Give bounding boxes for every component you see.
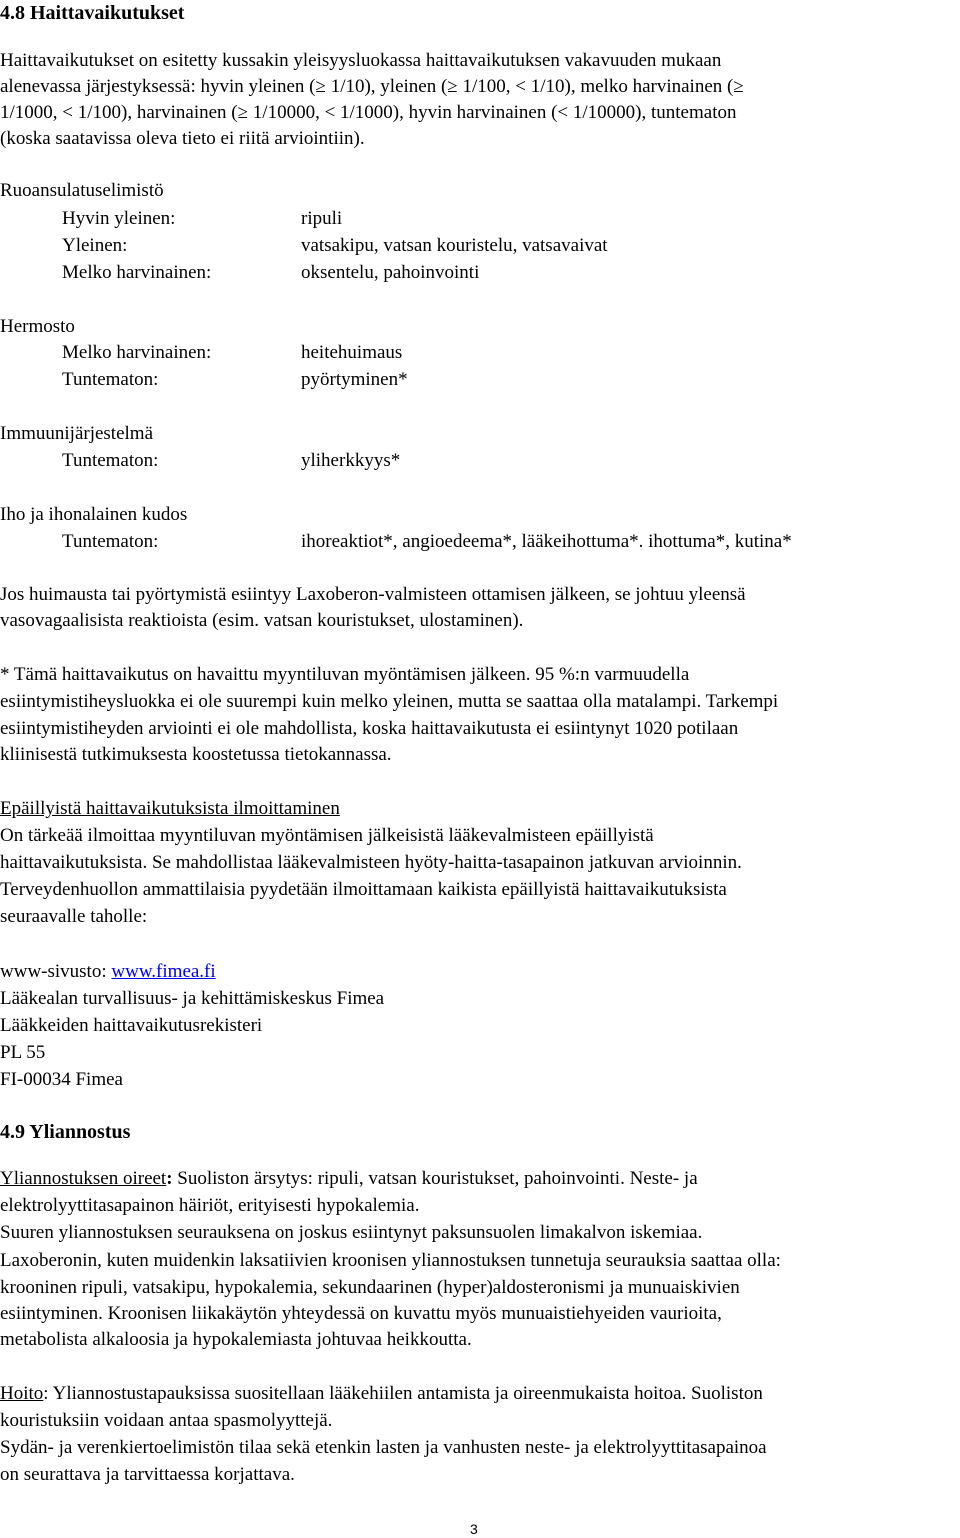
adverse-effect: vatsakipu, vatsan kouristelu, vatsavaivat <box>301 235 608 256</box>
dizziness-line: vasovagaalisista reaktioista (esim. vatsan kouristukset, ulostaminen). <box>0 610 524 631</box>
frequency-label: Melko harvinainen: <box>62 262 212 283</box>
adverse-effect: pyörtyminen* <box>301 369 408 390</box>
symptoms-colon: : <box>166 1168 173 1189</box>
intro-line: (koska saatavissa oleva tieto ei riitä arviointiin). <box>0 128 365 149</box>
note-line: kliinisestä tutkimuksesta koostetussa tietokannassa. <box>0 744 392 765</box>
symptoms-line: esiintyminen. Kroonisen liikakäytön yhteydessä on kuvattu myös munuaistiehyeiden vaurioita, <box>0 1303 722 1324</box>
adverse-effect: ripuli <box>301 208 343 229</box>
intro-line: 1/1000, < 1/100), harvinainen (≥ 1/10000, < 1/1000), hyvin harvinainen (< 1/10000), tuntematon <box>0 102 737 123</box>
note-line: esiintymistiheyden arviointi ei ole mahdollista, koska haittavaikutusta ei esiintynyt 1020 potilaan <box>0 718 739 739</box>
address-line: FI-00034 Fimea <box>0 1069 123 1090</box>
symptoms-text: Suoliston ärsytys: ripuli, vatsan kouristukset, pahoinvointi. Neste- ja <box>172 1168 698 1189</box>
reporting-line: Terveydenhuollon ammattilaisia pyydetään ilmoittamaan kaikista epäillyistä haittavaikutuksista <box>0 879 727 900</box>
reporting-line: On tärkeää ilmoittaa myyntiluvan myöntämisen jälkeisistä lääkevalmisteen epäillyistä <box>0 825 654 846</box>
symptoms-line: Suuren yliannostuksen seurauksena on joskus esiintynyt paksunsuolen limakalvon iskemiaa. <box>0 1222 703 1243</box>
frequency-label: Melko harvinainen: <box>62 342 212 363</box>
adverse-effect: yliherkkyys* <box>301 450 401 471</box>
treatment-text: : Yliannostustapauksissa suositellaan lääkehiilen antamista ja oireenmukaista hoitoa. Suoliston <box>43 1383 763 1404</box>
intro-line: alenevassa järjestyksessä: hyvin yleinen (≥ 1/10), yleinen (≥ 1/100, < 1/10), melko harvinainen (≥ <box>0 76 744 97</box>
address-line: Lääkealan turvallisuus- ja kehittämiskeskus Fimea <box>0 988 385 1009</box>
treatment-label: Hoito <box>0 1383 44 1404</box>
symptoms-label: Yliannostuksen oireet <box>0 1168 167 1189</box>
frequency-label: Tuntematon: <box>62 450 159 471</box>
adverse-effect: oksentelu, pahoinvointi <box>301 262 480 283</box>
section-4-9-heading: 4.9 Yliannostus <box>0 1121 131 1143</box>
reporting-line: seuraavalle taholle: <box>0 906 148 927</box>
treatment-line <box>0 1381 948 1407</box>
website-line <box>0 959 948 985</box>
note-line: * Tämä haittavaikutus on havaittu myyntiluvan myöntämisen jälkeen. 95 %:n varmuudella <box>0 664 690 685</box>
organ-class-gi: Ruoansulatuselimistö <box>0 180 164 201</box>
frequency-label: Tuntematon: <box>62 369 159 390</box>
adverse-effect: heitehuimaus <box>301 342 403 363</box>
page-number: 3 <box>470 1521 478 1537</box>
reporting-heading <box>0 796 948 822</box>
section-4-8-heading: 4.8 Haittavaikutukset <box>0 2 185 24</box>
organ-class-nervous: Hermosto <box>0 316 75 337</box>
reporting-line: haittavaikutuksista. Se mahdollistaa lääkevalmisteen hyöty-haitta-tasapainon jatkuvan arvioinnin. <box>0 852 742 873</box>
organ-class-immune: Immuunijärjestelmä <box>0 423 154 444</box>
treatment-line: Sydän- ja verenkiertoelimistön tilaa sekä etenkin lasten ja vanhusten neste- ja elektrolyyttitasapainoa <box>0 1437 767 1458</box>
address-line: PL 55 <box>0 1042 46 1063</box>
note-line: esiintymistiheysluokka ei ole suurempi kuin melko yleinen, mutta se saattaa olla matalampi. Tarkempi <box>0 691 779 712</box>
symptoms-line: elektrolyyttitasapainon häiriöt, erityisesti hypokalemia. <box>0 1195 420 1216</box>
reporting-heading-text: Epäillyistä haittavaikutuksista ilmoittaminen <box>0 798 340 819</box>
frequency-label: Yleinen: <box>62 235 128 256</box>
frequency-label: Tuntematon: <box>62 531 159 552</box>
treatment-line: kouristuksiin voidaan antaa spasmolyyttejä. <box>0 1410 333 1431</box>
website-label: www-sivusto: <box>0 961 112 982</box>
organ-class-skin: Iho ja ihonalainen kudos <box>0 504 188 525</box>
fimea-website-link[interactable]: www.fimea.fi <box>111 961 216 982</box>
symptoms-line: krooninen ripuli, vatsakipu, hypokalemia, sekundaarinen (hyper)aldosteronismi ja munuaiskivien <box>0 1277 740 1298</box>
adverse-effect: ihoreaktiot*, angioedeema*, lääkeihottuma*. ihottuma*, kutina* <box>301 531 792 552</box>
address-line: Lääkkeiden haittavaikutusrekisteri <box>0 1015 263 1036</box>
symptoms-line <box>0 1166 948 1192</box>
dizziness-line: Jos huimausta tai pyörtymistä esiintyy Laxoberon-valmisteen ottamisen jälkeen, se johtuu yleensä <box>0 584 746 605</box>
intro-line: Haittavaikutukset on esitetty kussakin yleisyysluokassa haittavaikutuksen vakavuuden mukaan <box>0 50 722 71</box>
symptoms-line: Laxoberonin, kuten muidenkin laksatiivien kroonisen yliannostuksen tunnetuja seurauksia saattaa olla: <box>0 1250 781 1271</box>
symptoms-line: metabolista alkaloosia ja hypokalemiasta johtuvaa heikkoutta. <box>0 1329 472 1350</box>
frequency-label: Hyvin yleinen: <box>62 208 176 229</box>
treatment-line: on seurattava ja tarvittaessa korjattava. <box>0 1464 295 1485</box>
